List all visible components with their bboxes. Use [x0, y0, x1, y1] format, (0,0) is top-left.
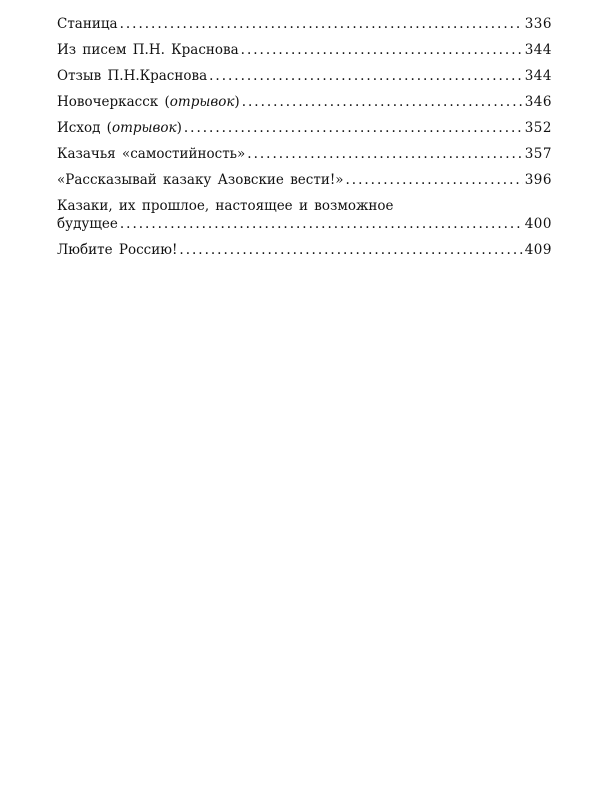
dot-leader [179, 241, 522, 259]
toc-entry-title: Новочеркасск (отрывок) [57, 94, 240, 110]
toc-entry[interactable] [57, 93, 552, 111]
toc-entry[interactable] [57, 171, 552, 189]
toc-entry-title: «Рассказывай казаку Азовские вести!» [57, 172, 344, 188]
dot-leader [209, 67, 523, 85]
toc-entry-title: Любите Россию! [57, 242, 178, 258]
toc-page-number: 400 [524, 216, 552, 232]
toc-entry-title-first-line: Казаки, их прошлое, настоящее и возможное [57, 198, 394, 214]
dot-leader [184, 119, 523, 137]
toc-entry[interactable] [57, 145, 552, 163]
dot-leader [120, 15, 523, 33]
toc-page-number: 396 [524, 172, 552, 188]
dot-leader [247, 145, 522, 163]
dot-leader [120, 215, 523, 233]
dot-leader [241, 41, 523, 59]
toc-entry[interactable] [57, 15, 552, 33]
toc-page-number: 336 [524, 16, 552, 32]
toc-entry[interactable] [57, 119, 552, 137]
toc-entry[interactable] [57, 241, 552, 259]
toc-entry-title: Отзыв П.Н.Краснова [57, 68, 208, 84]
toc-entry-title: Исход (отрывок) [57, 120, 182, 136]
dot-leader [346, 171, 523, 189]
toc-page-number: 344 [524, 68, 552, 84]
toc-page-number: 344 [524, 42, 552, 58]
toc-entry[interactable] [57, 67, 552, 85]
toc-entry-title: Казачья «самостийность» [57, 146, 246, 162]
toc-entry-title: Из писем П.Н. Краснова [57, 42, 239, 58]
dot-leader [242, 93, 523, 111]
toc-entry-title: Станица [57, 16, 118, 32]
toc-entry[interactable] [57, 41, 552, 59]
toc-page-number: 409 [524, 242, 552, 258]
toc-entry-title: будущее [57, 216, 118, 232]
toc-page-number: 346 [524, 94, 552, 110]
toc-page-number: 352 [524, 120, 552, 136]
table-of-contents [57, 15, 552, 267]
toc-entry[interactable] [57, 197, 552, 233]
toc-page-number: 357 [524, 146, 552, 162]
